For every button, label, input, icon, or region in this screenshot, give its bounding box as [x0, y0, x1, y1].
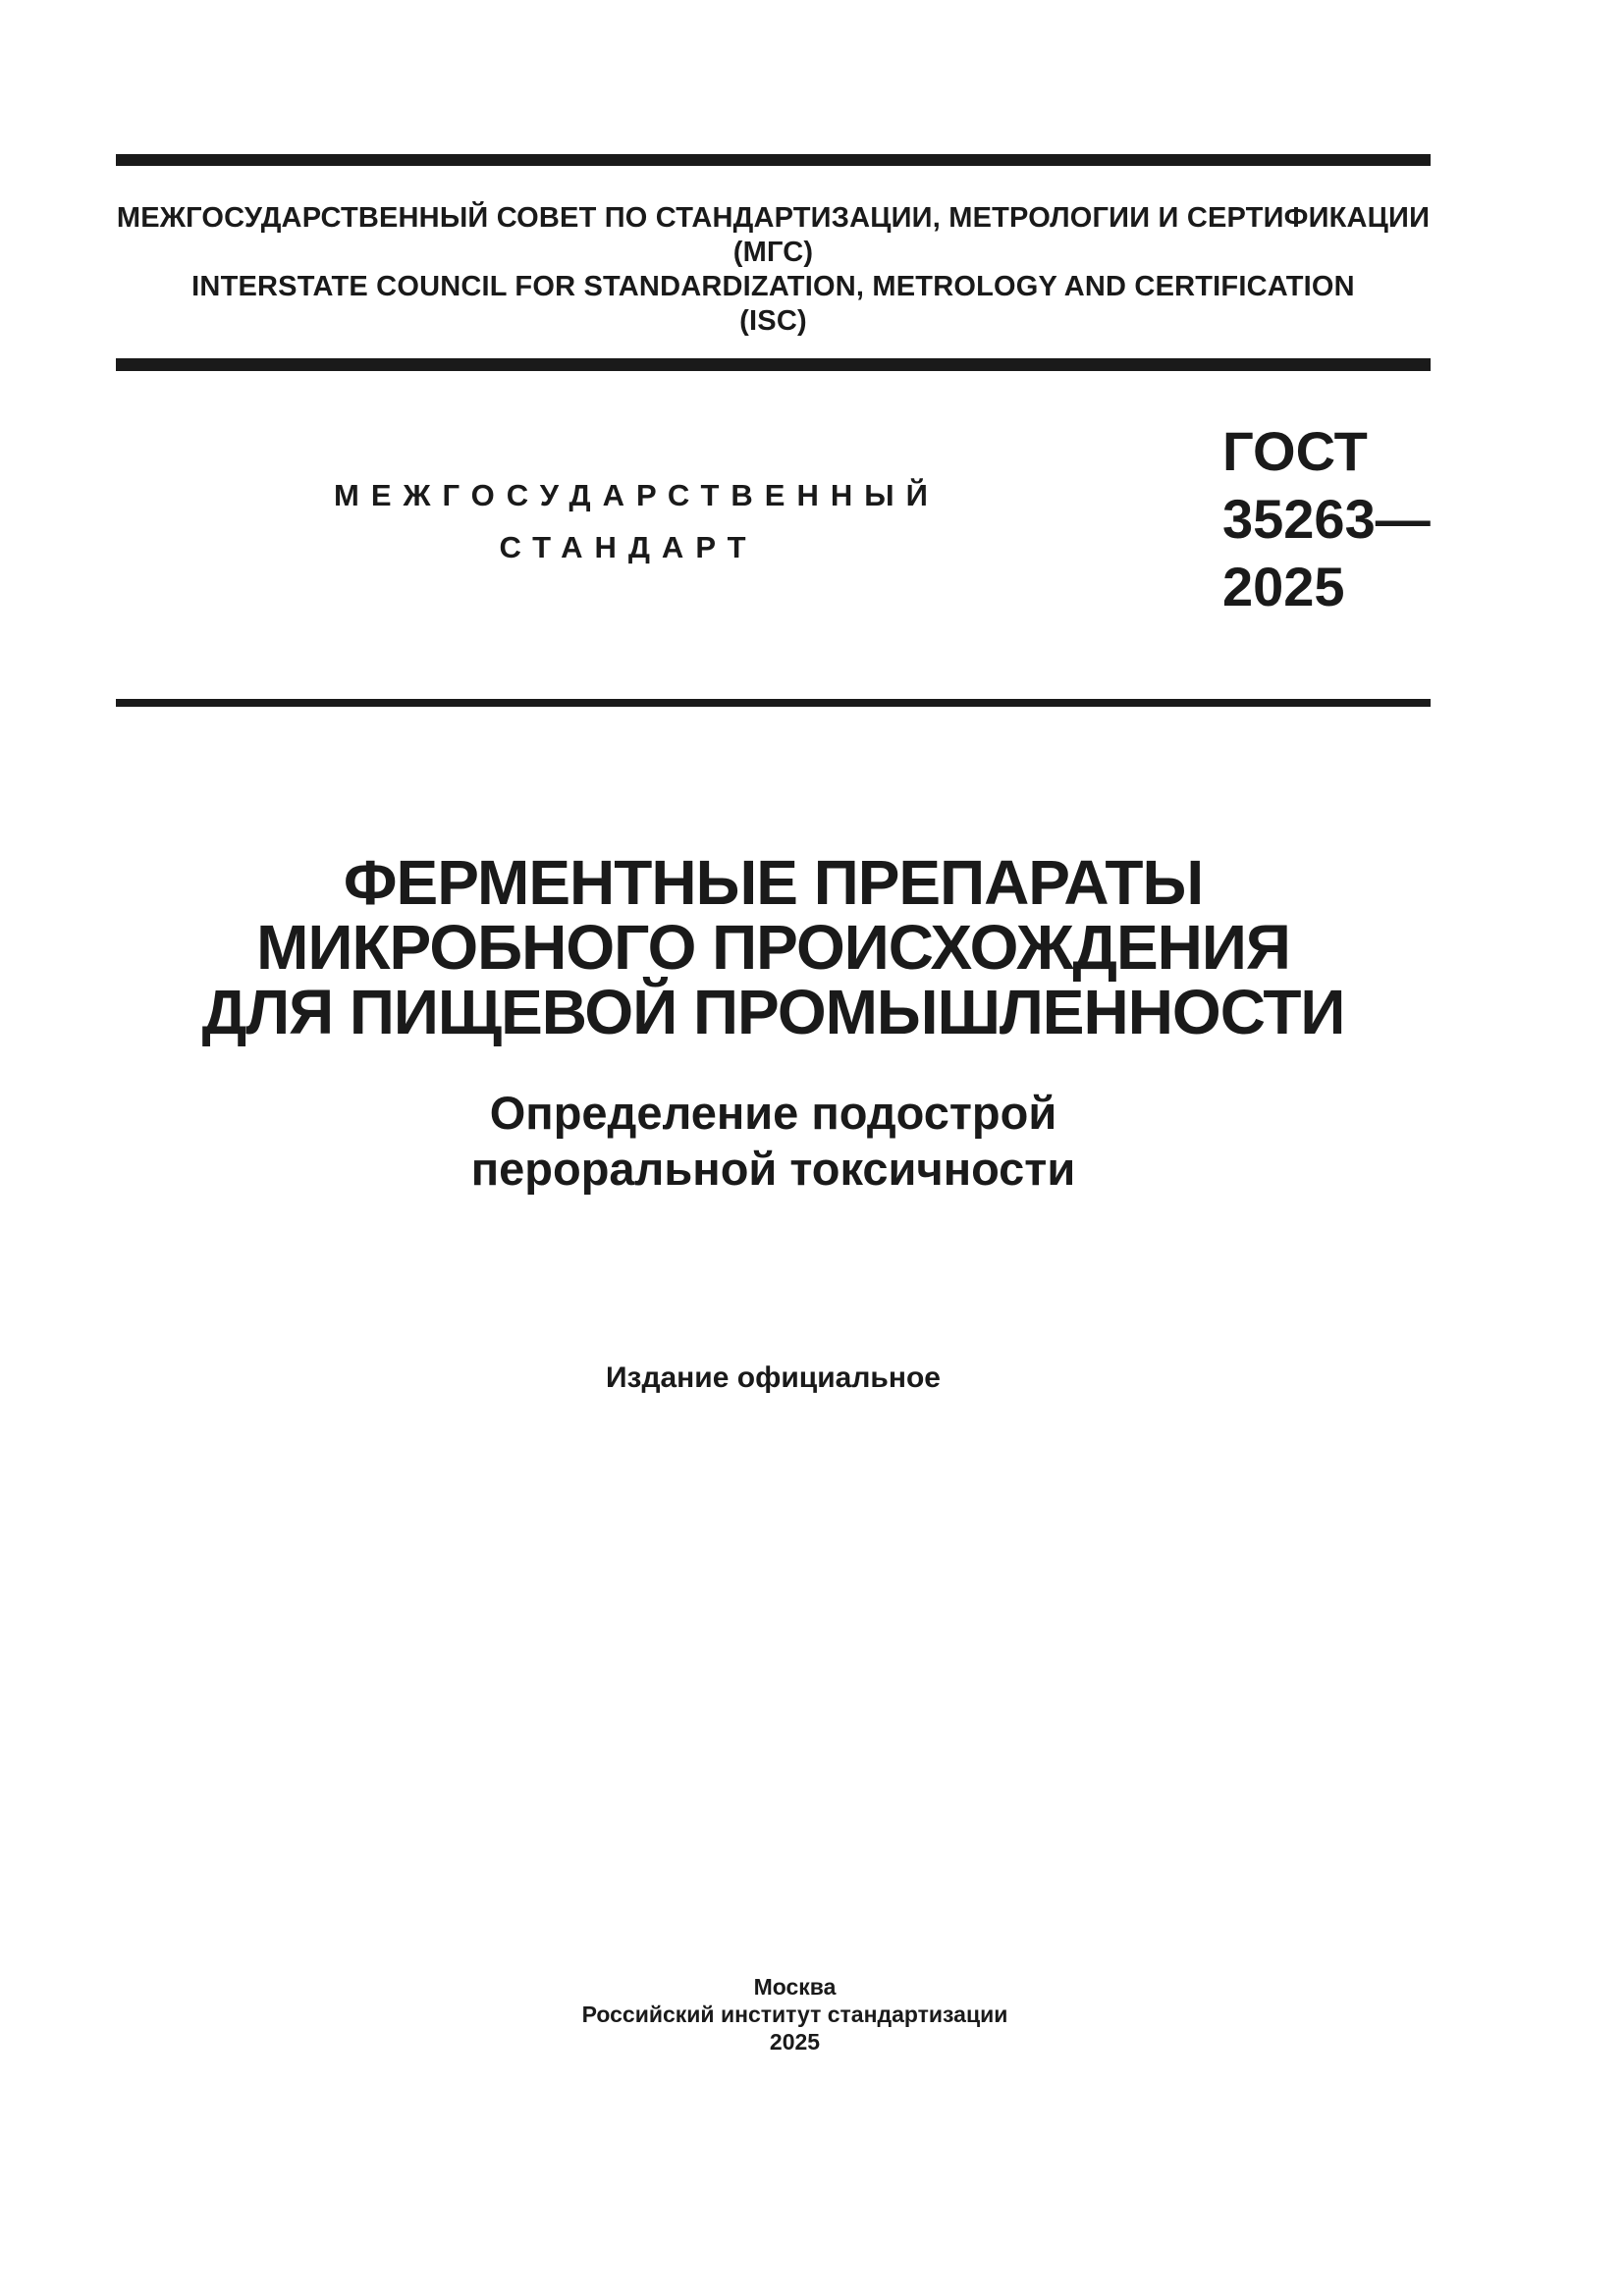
designation-number: 35263— [1222, 488, 1431, 550]
council-abbr-en: (ISC) [739, 305, 807, 337]
title-line-1: ФЕРМЕНТНЫЕ ПРЕПАРАТЫ [343, 847, 1204, 918]
imprint-city: Москва [753, 1974, 837, 2000]
title-line-3: ДЛЯ ПИЩЕВОЙ ПРОМЫШЛЕННОСТИ [201, 977, 1345, 1047]
council-name-en: INTERSTATE COUNCIL FOR STANDARDIZATION, METROLOGY AND CERTIFICATION [191, 271, 1355, 302]
middle-rule [116, 358, 1431, 371]
standard-type-line2: СТАНДАРТ [499, 530, 758, 564]
edition-note: Издание официальное [605, 1362, 941, 1394]
imprint-block [137, 1973, 1452, 2056]
standard-designation [1222, 417, 1431, 620]
top-rule [116, 154, 1431, 166]
council-name-ru: МЕЖГОСУДАРСТВЕННЫЙ СОВЕТ ПО СТАНДАРТИЗАЦИИ, МЕТРОЛОГИИ И СЕРТИФИКАЦИИ [116, 202, 1431, 234]
standard-type-label [334, 469, 940, 573]
standard-type-line1: МЕЖГОСУДАРСТВЕННЫЙ [334, 478, 940, 512]
imprint-publisher: Российский институт стандартизации [581, 2002, 1008, 2027]
bottom-rule [116, 699, 1431, 707]
subtitle-line-1: Определение подострой [489, 1087, 1057, 1139]
designation-year: 2025 [1222, 556, 1345, 617]
imprint-year: 2025 [769, 2029, 821, 2055]
org-council-header [116, 201, 1431, 339]
document-title [116, 847, 1431, 1047]
document-subtitle [116, 1085, 1431, 1197]
council-abbr-ru: (МГС) [732, 237, 814, 268]
designation-prefix: ГОСТ [1222, 420, 1368, 482]
title-line-2: МИКРОБНОГО ПРОИСХОЖДЕНИЯ [256, 912, 1290, 983]
subtitle-line-2: пероральной токсичности [470, 1143, 1076, 1195]
